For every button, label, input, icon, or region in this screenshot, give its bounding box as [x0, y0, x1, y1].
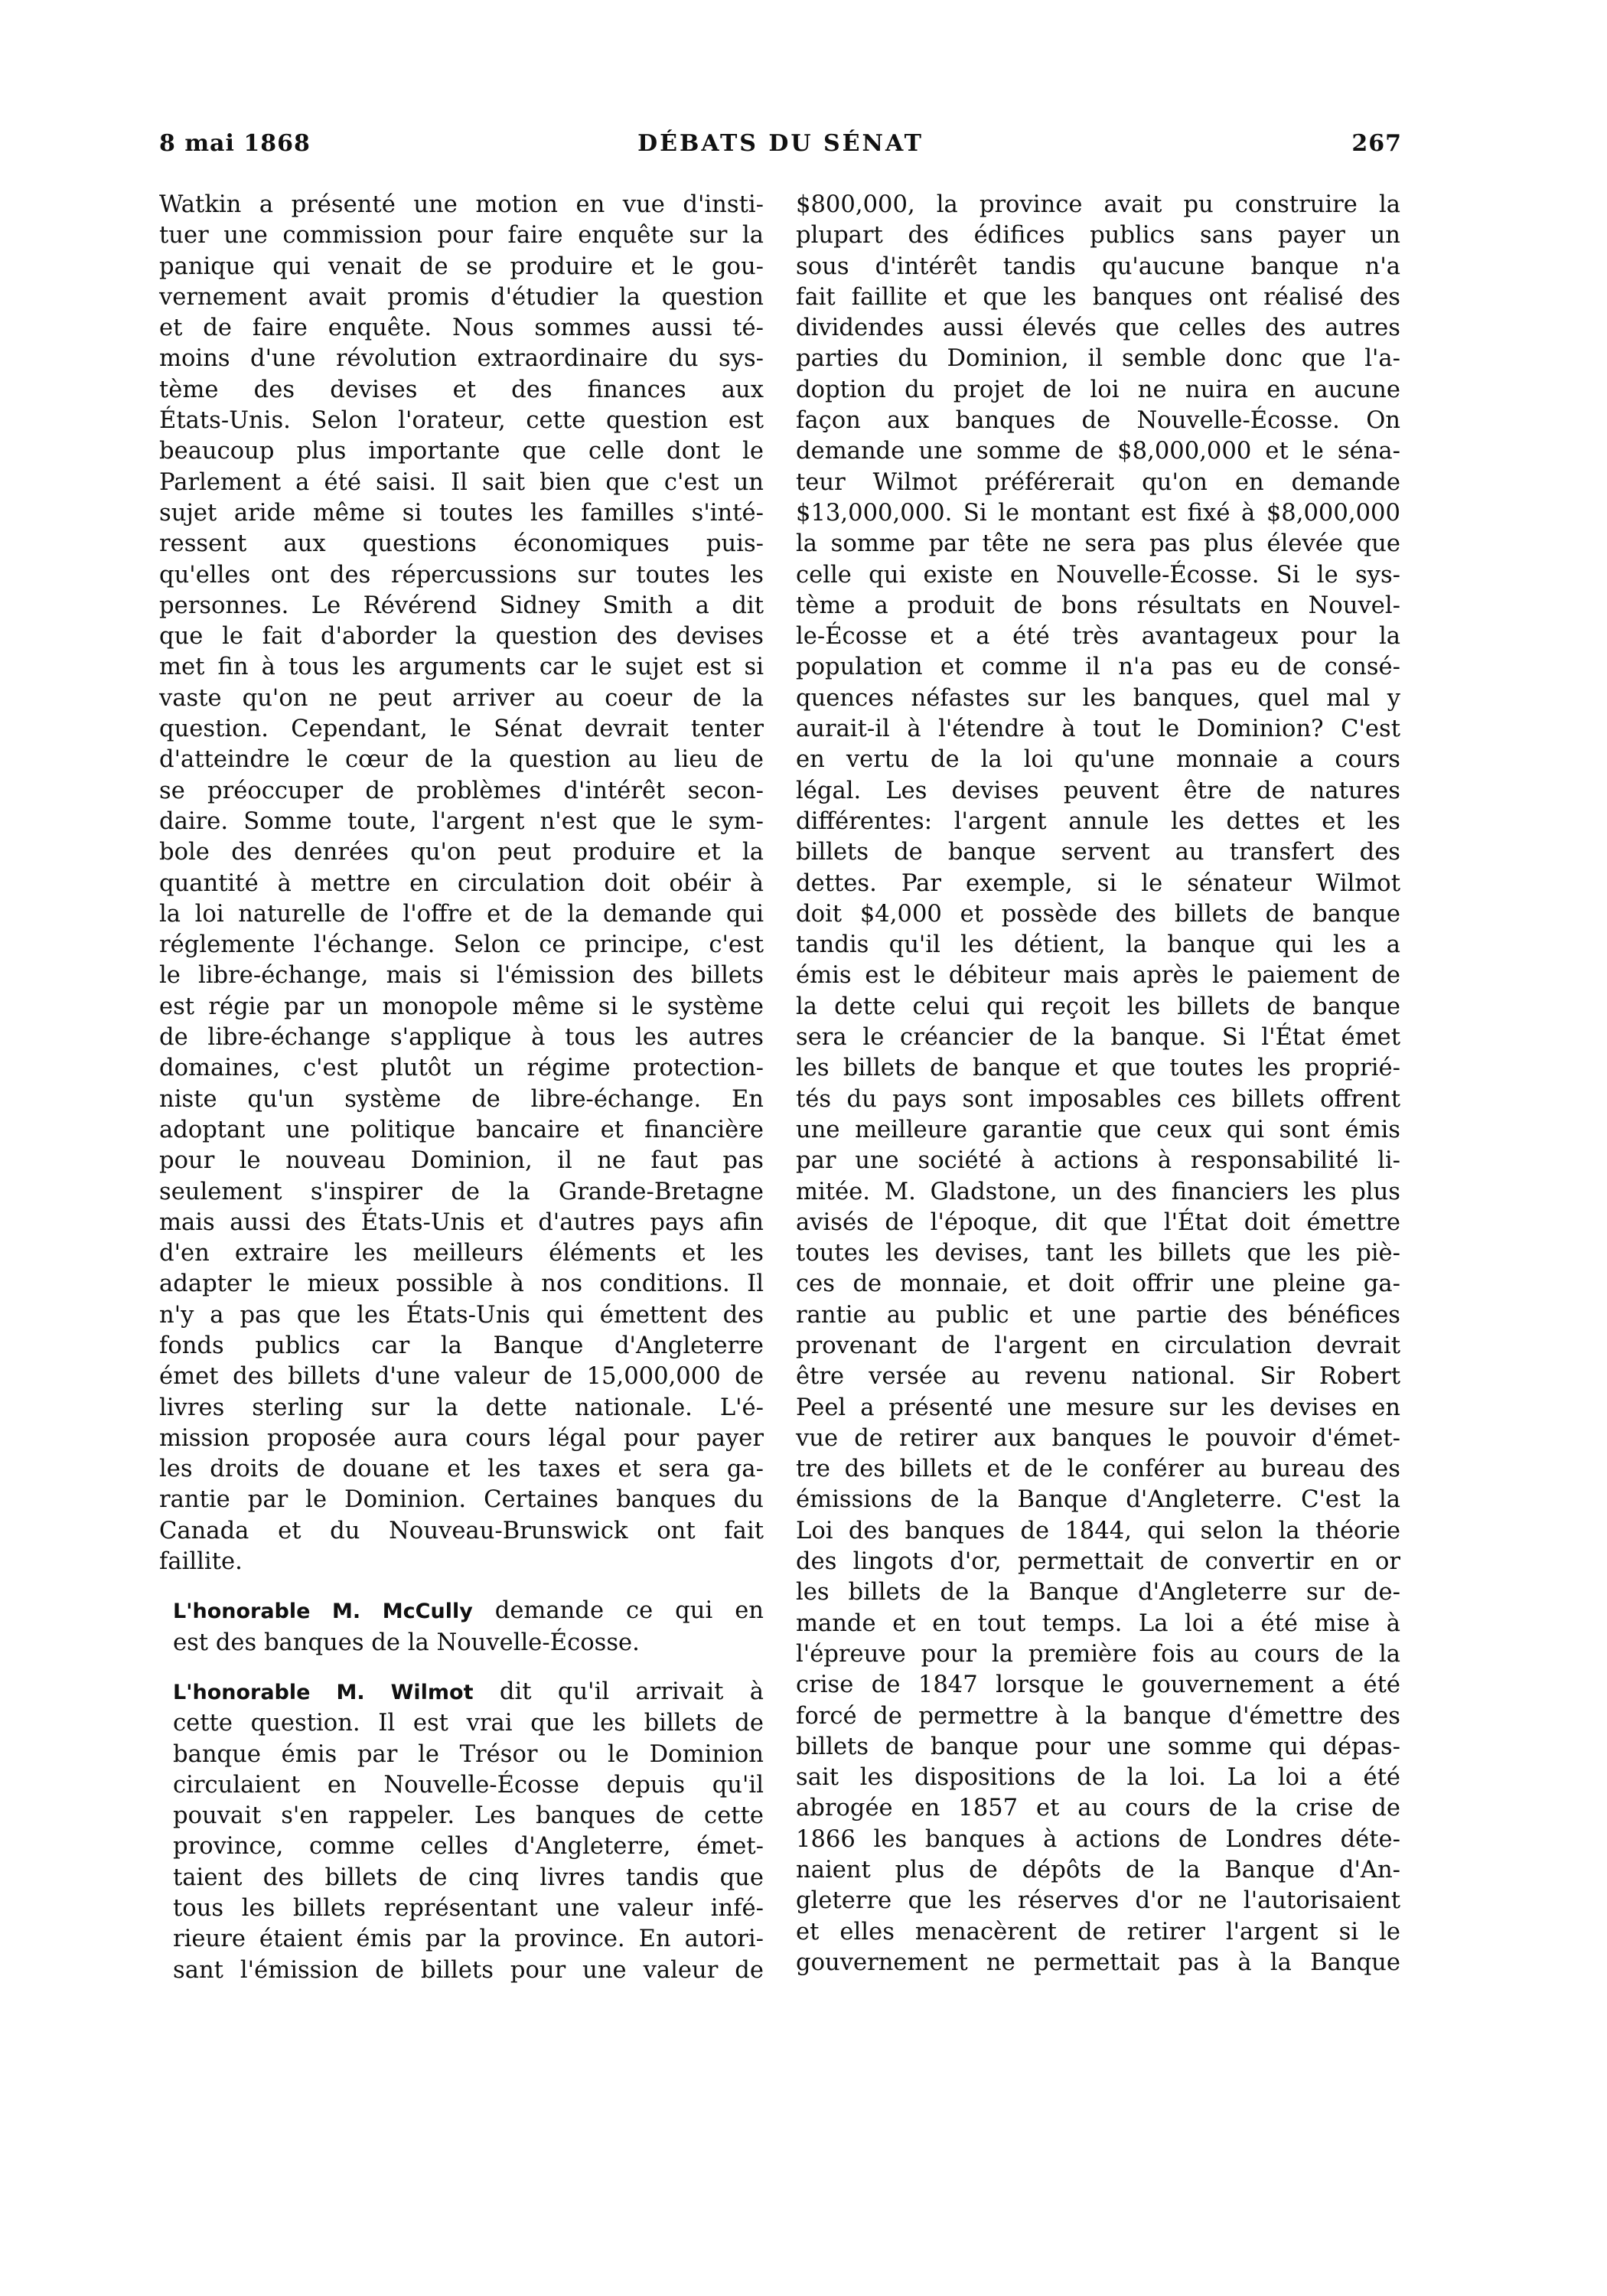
paragraph-mccully [159, 1596, 764, 1658]
header-title: DÉBATS DU SÉNAT [637, 130, 924, 157]
text-line: moins d'une révolution extraordinaire du sys- [159, 345, 764, 373]
text-line: niste qu'un système de libre-échange. En [159, 1085, 764, 1113]
text-line: de libre-échange s'applique à tous les autres [159, 1024, 764, 1052]
text-line: émissions de la Banque d'Angleterre. C'est la [796, 1486, 1400, 1514]
text-line: mais aussi des États-Unis et d'autres pays afin [159, 1208, 764, 1236]
text-line: par une société à actions à responsabilité li- [796, 1147, 1400, 1175]
text-line: doption du projet de loi ne nuira en aucune [796, 376, 1400, 403]
text-line: seulement s'inspirer de la Grande-Bretagne [159, 1178, 764, 1205]
text-line: le libre-échange, mais si l'émission des billets [159, 962, 764, 990]
text-line: personnes. Le Révérend Sidney Smith a dit [159, 592, 764, 619]
text-line: les billets de banque et que toutes les proprié- [796, 1055, 1400, 1082]
page-header [159, 130, 1402, 168]
text-line: Canada et du Nouveau-Brunswick ont fait [159, 1517, 764, 1544]
text-line [159, 1677, 764, 1708]
text-line: faillite. [159, 1548, 243, 1576]
text-line: rantie au public et une partie des bénéfices [796, 1301, 1400, 1329]
text-line: la loi naturelle de l'offre et de la demande qui [159, 900, 764, 928]
text-line: mitée. M. Gladstone, un des financiers les plus [796, 1178, 1400, 1205]
text-line: $800,000, la province avait pu construire la [796, 191, 1400, 218]
text-line: sait les dispositions de la loi. La loi a été [796, 1764, 1400, 1792]
text-line: adapter le mieux possible à nos conditions. Il [159, 1270, 764, 1298]
text-line: fait faillite et que les banques ont réalisé des [796, 283, 1400, 311]
text-line: avisés de l'époque, dit que l'État doit émettre [796, 1208, 1400, 1236]
text-line: quences néfastes sur les banques, quel mal y [796, 684, 1400, 712]
speaker-name: L'honorable M. McCully [173, 1600, 473, 1624]
text-line: la somme par tête ne sera pas plus élevée que [796, 530, 1400, 558]
text-line: pouvait s'en rappeler. Les banques de cette [173, 1802, 764, 1830]
text-line: Peel a présenté une mesure sur les devises en [796, 1394, 1400, 1421]
text-line: abrogée en 1857 et au cours de la crise de [796, 1795, 1400, 1822]
text-line: bole des denrées qu'on peut produire et la [159, 839, 764, 866]
text-line: émet des billets d'une valeur de 15,000,000 de [159, 1363, 764, 1391]
text-line: quantité à mettre en circulation doit obéir à [159, 869, 764, 897]
text-line: tandis qu'il les détient, la banque qui les a [796, 931, 1400, 959]
text-line: daire. Somme toute, l'argent n'est que le sym- [159, 807, 764, 835]
text-line: l'épreuve pour la première fois au cours de la [796, 1640, 1400, 1668]
text-line: tés du pays sont imposables ces billets offrent [796, 1085, 1400, 1113]
text-line: mission proposée aura cours légal pour payer [159, 1424, 764, 1452]
text-line: tre des billets et de le conférer au bureau des [796, 1456, 1400, 1483]
text-line: gleterre que les réserves d'or ne l'autorisaient [796, 1887, 1400, 1915]
text-line: pour le nouveau Dominion, il ne faut pas [159, 1147, 764, 1175]
text-line: ressent aux questions économiques puis- [159, 530, 764, 558]
text-line: et de faire enquête. Nous sommes aussi té- [159, 315, 764, 342]
text-line: mande et en tout temps. La loi a été mise à [796, 1609, 1400, 1637]
text-line: panique qui venait de se produire et le gou- [159, 253, 764, 280]
text-line: réglemente l'échange. Selon ce principe, c'est [159, 931, 764, 959]
text-line: sant l'émission de billets pour une valeur de [173, 1956, 764, 1984]
left-column [159, 190, 764, 1986]
text-line: sujet aride même si toutes les familles s'inté- [159, 499, 764, 527]
text-line: sous d'intérêt tandis qu'aucune banque n'a [796, 253, 1400, 280]
text-line: n'y a pas que les États-Unis qui émettent des [159, 1301, 764, 1329]
text-line: taient des billets de cinq livres tandis que [173, 1864, 764, 1891]
text-line: rantie par le Dominion. Certaines banques du [159, 1486, 764, 1514]
text-line: circulaient en Nouvelle-Écosse depuis qu'il [173, 1771, 764, 1799]
text-line: domaines, c'est plutôt un régime protection- [159, 1055, 764, 1082]
text-line: forcé de permettre à la banque d'émettre des [796, 1702, 1400, 1730]
text-line: ces de monnaie, et doit offrir une pleine ga- [796, 1270, 1400, 1298]
text-line: 1866 les banques à actions de Londres déte- [796, 1825, 1400, 1853]
paragraph-wilmot [159, 1677, 764, 1986]
text-line: les billets de la Banque d'Angleterre sur de- [796, 1579, 1400, 1606]
text-line: États-Unis. Selon l'orateur, cette question est [159, 407, 764, 435]
text-line: les droits de douane et les taxes et sera ga- [159, 1456, 764, 1483]
text-line: livres sterling sur la dette nationale. L'é- [159, 1394, 764, 1421]
text-line: Parlement a été saisi. Il sait bien que c'est un [159, 468, 764, 496]
text-line: est des banques de la Nouvelle-Écosse. [173, 1629, 640, 1656]
text-line: $13,000,000. Si le montant est fixé à $8,000,000 [796, 499, 1400, 527]
text-line: et elles menacèrent de retirer l'argent si le [796, 1918, 1400, 1945]
text-line: question. Cependant, le Sénat devrait tenter [159, 716, 764, 743]
header-date: 8 mai 1868 [159, 130, 311, 157]
text-line: cette question. Il est vrai que les billets de [173, 1710, 764, 1737]
right-column [796, 190, 1400, 1978]
text-line: aurait-il à l'étendre à tout le Dominion? C'est [796, 716, 1400, 743]
text-line: la dette celui qui reçoit les billets de banque [796, 993, 1400, 1020]
text-line: banque émis par le Trésor ou le Dominion [173, 1740, 764, 1768]
text-line: demande une somme de $8,000,000 et le séna- [796, 438, 1400, 465]
text-line: adoptant une politique bancaire et financière [159, 1116, 764, 1143]
text-line: façon aux banques de Nouvelle-Écosse. On [796, 407, 1400, 435]
text-line: une meilleure garantie que ceux qui sont émis [796, 1116, 1400, 1143]
text-line: billets de banque pour une somme qui dépas- [796, 1733, 1400, 1760]
text-line: fonds publics car la Banque d'Angleterre [159, 1332, 764, 1359]
text-line: tème des devises et des finances aux [159, 376, 764, 403]
text-line: d'atteindre le cœur de la question au lieu de [159, 746, 764, 774]
text-line: beaucoup plus importante que celle dont le [159, 438, 764, 465]
text-line: provenant de l'argent en circulation devrait [796, 1332, 1400, 1359]
paragraph [796, 190, 1400, 1978]
text-line: émis est le débiteur mais après le paiement de [796, 962, 1400, 990]
text-line: sera le créancier de la banque. Si l'État émet [796, 1024, 1400, 1052]
text-line: toutes les devises, tant les billets que les piè- [796, 1240, 1400, 1267]
text-line: tème a produit de bons résultats en Nouvel- [796, 592, 1400, 619]
text-line: billets de banque servent au transfert des [796, 839, 1400, 866]
text-line: gouvernement ne permettait pas à la Banque [796, 1949, 1400, 1976]
page-number: 267 [1351, 130, 1402, 157]
paragraph [159, 190, 764, 1577]
text-line: Watkin a présenté une motion en vue d'insti- [159, 191, 764, 218]
text-line: parties du Dominion, il semble donc que l'a- [796, 345, 1400, 373]
text-line: tous les billets représentant une valeur infé- [173, 1895, 764, 1923]
text-line: vue de retirer aux banques le pouvoir d'émet- [796, 1424, 1400, 1452]
text-line: celle qui existe en Nouvelle-Écosse. Si le sys- [796, 561, 1400, 589]
text-line: rieure étaient émis par la province. En autori- [173, 1926, 764, 1953]
text-line: dettes. Par exemple, si le sénateur Wilmot [796, 869, 1400, 897]
text-line: dividendes aussi élevés que celles des autres [796, 315, 1400, 342]
text-line: naient plus de dépôts de la Banque d'An- [796, 1857, 1400, 1884]
text-line: teur Wilmot préférerait qu'on en demande [796, 468, 1400, 496]
text-fragment: dit qu'il arrivait à [473, 1678, 764, 1705]
text-line: tuer une commission pour faire enquête sur la [159, 222, 764, 249]
text-line: population et comme il n'a pas eu de consé- [796, 654, 1400, 681]
text-line: plupart des édifices publics sans payer un [796, 222, 1400, 249]
text-line: met fin à tous les arguments car le sujet est si [159, 654, 764, 681]
text-line: être versée au revenu national. Sir Robert [796, 1363, 1400, 1391]
speaker-name: L'honorable M. Wilmot [173, 1680, 474, 1704]
text-fragment: demande ce qui en [472, 1597, 764, 1625]
text-line: différentes: l'argent annule les dettes et les [796, 807, 1400, 835]
text-line: qu'elles ont des répercussions sur toutes les [159, 561, 764, 589]
text-line: doit $4,000 et possède des billets de banque [796, 900, 1400, 928]
text-line: crise de 1847 lorsque le gouvernement a été [796, 1671, 1400, 1699]
text-line: des lingots d'or, permettait de convertir en or [796, 1548, 1400, 1576]
text-line: se préoccuper de problèmes d'intérêt secon- [159, 777, 764, 804]
text-line: vaste qu'on ne peut arriver au coeur de la [159, 684, 764, 712]
text-line: est régie par un monopole même si le système [159, 993, 764, 1020]
text-line: le-Écosse et a été très avantageux pour la [796, 623, 1400, 651]
text-line: province, comme celles d'Angleterre, émet- [173, 1833, 764, 1861]
text-line: en vertu de la loi qu'une monnaie a cours [796, 746, 1400, 774]
text-line: d'en extraire les meilleurs éléments et les [159, 1240, 764, 1267]
text-line: que le fait d'aborder la question des devises [159, 623, 764, 651]
text-line: Loi des banques de 1844, qui selon la théorie [796, 1517, 1400, 1544]
text-line: vernement avait promis d'étudier la question [159, 283, 764, 311]
text-line [159, 1596, 764, 1627]
text-line: légal. Les devises peuvent être de natures [796, 777, 1400, 804]
